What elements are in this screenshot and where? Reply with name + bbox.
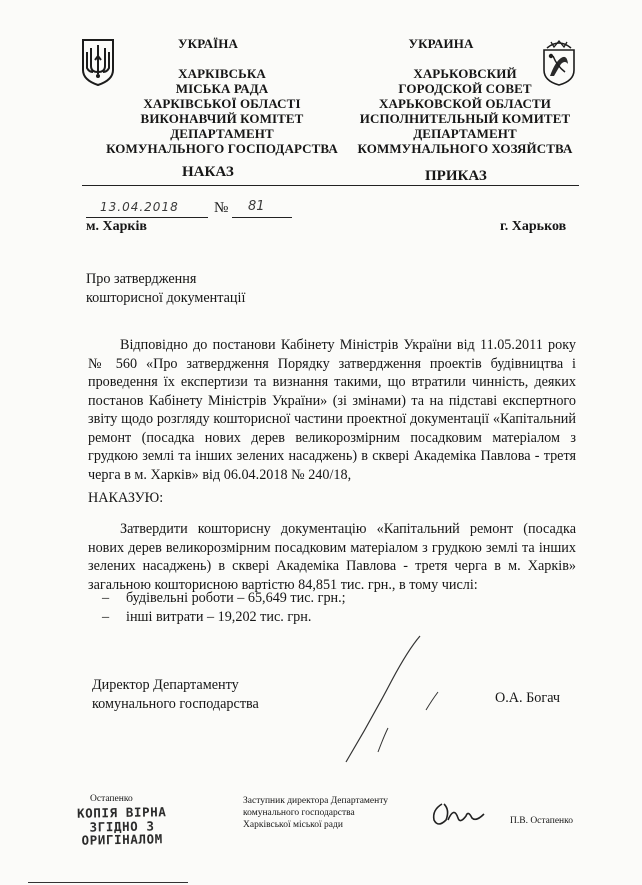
preamble-paragraph: Відповідно до постанови Кабінету Міністрів України від 11.05.2011 року № 560 «Про затвердження Порядку затвердження проектів будівництва і проведення їх експертизи та визнання такими, що втратили чинність, деяких постанов Кабінету Міністрів України» (зі змінами) та на підставі експертного звіту щодо розгляду кошторисної частини проектної документації «Капітальний ремонт (посадка нових дерев великорозмірним посадковим матеріалом з грудкою землі та інших зелених насаджень) в сквері Академіка Павлова - третя черга в м. Харків» від 06.04.2018 № 240/18,: [88, 337, 576, 483]
deputy-title-line: Харківської міської ради: [243, 820, 343, 830]
org-line: КОММУНАЛЬНОГО ХОЗЯЙСТВА: [357, 141, 573, 156]
bottom-rule: [28, 882, 188, 883]
org-line: ХАРЬКОВСКИЙ: [413, 66, 517, 81]
country-ua: УКРАЇНА: [178, 36, 238, 51]
header-divider: [82, 185, 579, 186]
copy-stamp: [74, 805, 171, 847]
subject: [86, 270, 245, 307]
number-label: №: [214, 200, 229, 216]
number-handwritten: 81: [248, 199, 265, 214]
org-line: ХАРЬКОВСКОЙ ОБЛАСТИ: [378, 96, 552, 111]
org-line: ВИКОНАВЧИЙ КОМІТЕТ: [140, 111, 304, 126]
order-paragraph: Затвердити кошторисну документацію «Капітальний ремонт (посадка нових дерев великорозмірним посадковим матеріалом з грудкою землі та інших зелених насаджень) в сквері Академіка Павлова - третя черга в м. Харків» загальною кошторисною вартістю 84,851 тис. грн., в тому числі:: [88, 521, 576, 593]
signatory-title: [92, 676, 259, 713]
deputy-title: [243, 795, 388, 831]
deputy-title-line: Заступник директора Департаменту: [243, 796, 389, 806]
signatory-name: О.А. Богач: [495, 690, 561, 706]
order-list: [102, 589, 346, 626]
country-ru: УКРАИНА: [408, 36, 474, 51]
list-item: – будівельні роботи – 65,649 тис. грн.;: [102, 590, 346, 606]
deputy-name: П.В. Остапенко: [510, 816, 574, 826]
list-item-text: будівельні роботи – 65,649 тис. грн.;: [126, 590, 346, 606]
deputy-title-line: комунального господарства: [243, 808, 355, 818]
subject-line: Про затвердження: [86, 271, 197, 287]
handwritten-signature: [340, 632, 460, 767]
org-line: КОМУНАЛЬНОГО ГОСПОДАРСТВА: [106, 141, 338, 156]
date-handwritten: 13.04.2018: [100, 200, 179, 214]
org-name-ru: [330, 66, 600, 156]
stamp-line: ОРИГІНАЛОМ: [81, 831, 163, 848]
org-line: ДЕПАРТАМЕНТ: [413, 126, 517, 141]
org-line: ГОРОДСКОЙ СОВЕТ: [398, 81, 532, 96]
org-line: ХАРКІВСЬКА: [178, 66, 266, 81]
order-heading: НАКАЗУЮ:: [88, 490, 164, 506]
org-line: ХАРКІВСЬКОЇ ОБЛАСТІ: [143, 96, 301, 111]
city-ru: г. Харьков: [500, 219, 567, 234]
org-line: МІСЬКА РАДА: [175, 81, 269, 96]
date-field: [86, 202, 208, 218]
list-item-text: інші витрати – 19,202 тис. грн.: [126, 608, 312, 625]
org-line: ДЕПАРТАМЕНТ: [170, 126, 274, 141]
executor-name: Остапенко: [90, 794, 133, 804]
doc-type-ua: НАКАЗ: [182, 164, 234, 180]
stamp-line: ЗГІДНО З: [89, 817, 155, 835]
subject-line: кошторисної документації: [86, 289, 246, 306]
signatory-title-line: Директор Департаменту: [92, 677, 239, 693]
stamp-line: КОПІЯ ВІРНА: [76, 804, 167, 821]
doc-type-ru: ПРИКАЗ: [425, 168, 487, 184]
city-ua: м. Харків: [86, 219, 147, 234]
deputy-signature: [428, 796, 488, 832]
signatory-title-line: комунального господарства: [92, 695, 259, 712]
list-item: – інші витрати – 19,202 тис. грн.: [102, 608, 312, 625]
number-field: [232, 199, 292, 218]
org-line: ИСПОЛНИТЕЛЬНЫЙ КОМИТЕТ: [359, 111, 571, 126]
org-name-ua: [82, 66, 362, 156]
